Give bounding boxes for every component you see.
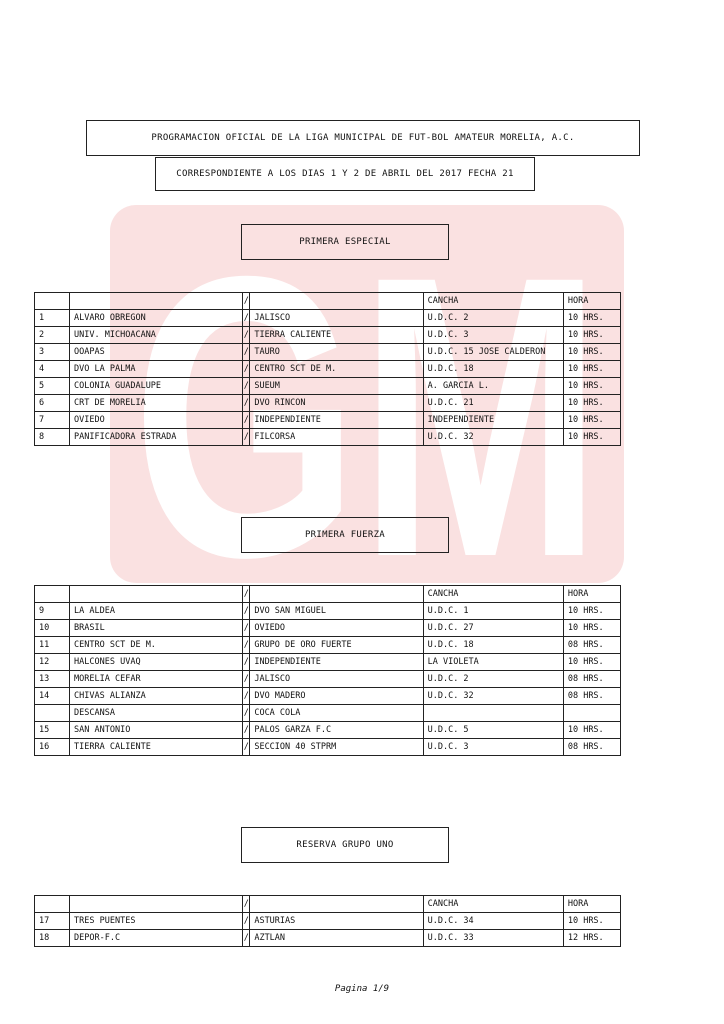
field: U.D.C. 3 bbox=[423, 739, 563, 756]
away-team: JALISCO bbox=[250, 671, 423, 688]
table-row bbox=[35, 310, 621, 327]
header-separator: / bbox=[243, 586, 250, 603]
home-team: CRT DE MORELIA bbox=[70, 395, 243, 412]
field bbox=[423, 705, 563, 722]
time: 10 HRS. bbox=[563, 378, 620, 395]
table-row bbox=[35, 913, 621, 930]
match-number: 4 bbox=[35, 361, 70, 378]
time: 10 HRS. bbox=[563, 722, 620, 739]
away-team: DVO MADERO bbox=[250, 688, 423, 705]
time: 10 HRS. bbox=[563, 620, 620, 637]
away-team: DVO SAN MIGUEL bbox=[250, 603, 423, 620]
time: 10 HRS. bbox=[563, 913, 620, 930]
header-home-team bbox=[70, 896, 243, 913]
table-row bbox=[35, 705, 621, 722]
header-separator: / bbox=[243, 293, 250, 310]
table-row bbox=[35, 930, 621, 947]
header-match-number bbox=[35, 586, 70, 603]
table-row bbox=[35, 361, 621, 378]
match-number: 15 bbox=[35, 722, 70, 739]
header-match-number bbox=[35, 896, 70, 913]
match-number: 14 bbox=[35, 688, 70, 705]
match-number: 11 bbox=[35, 637, 70, 654]
home-team: ALVARO OBREGON bbox=[70, 310, 243, 327]
away-team: PALOS GARZA F.C bbox=[250, 722, 423, 739]
match-number: 18 bbox=[35, 930, 70, 947]
home-team: COLONIA GUADALUPE bbox=[70, 378, 243, 395]
header-home-team bbox=[70, 586, 243, 603]
away-team: OVIEDO bbox=[250, 620, 423, 637]
field: U.D.C. 15 JOSE CALDERON bbox=[423, 344, 563, 361]
away-team: FILCORSA bbox=[250, 429, 423, 446]
away-team: TIERRA CALIENTE bbox=[250, 327, 423, 344]
home-team: HALCONES UVAQ bbox=[70, 654, 243, 671]
time: 10 HRS. bbox=[563, 603, 620, 620]
header-separator: / bbox=[243, 896, 250, 913]
home-team: LA ALDEA bbox=[70, 603, 243, 620]
table-row bbox=[35, 395, 621, 412]
away-team: INDEPENDIENTE bbox=[250, 412, 423, 429]
separator: / bbox=[243, 739, 250, 756]
table-row bbox=[35, 327, 621, 344]
time: 12 HRS. bbox=[563, 930, 620, 947]
separator: / bbox=[243, 671, 250, 688]
separator: / bbox=[243, 361, 250, 378]
field: U.D.C. 2 bbox=[423, 671, 563, 688]
match-number: 16 bbox=[35, 739, 70, 756]
away-team: SUEUM bbox=[250, 378, 423, 395]
separator: / bbox=[243, 378, 250, 395]
time: 08 HRS. bbox=[563, 671, 620, 688]
header-time: HORA bbox=[563, 586, 620, 603]
table-row bbox=[35, 620, 621, 637]
table-row bbox=[35, 688, 621, 705]
time: 10 HRS. bbox=[563, 412, 620, 429]
separator: / bbox=[243, 603, 250, 620]
section-title-reserva-grupo-uno: RESERVA GRUPO UNO bbox=[241, 827, 449, 863]
match-number bbox=[35, 705, 70, 722]
away-team: AZTLAN bbox=[250, 930, 423, 947]
match-number: 9 bbox=[35, 603, 70, 620]
match-number: 8 bbox=[35, 429, 70, 446]
separator: / bbox=[243, 395, 250, 412]
header-field: CANCHA bbox=[423, 896, 563, 913]
field: INDEPENDIENTE bbox=[423, 412, 563, 429]
field: A. GARCIA L. bbox=[423, 378, 563, 395]
separator: / bbox=[243, 429, 250, 446]
match-number: 12 bbox=[35, 654, 70, 671]
table-row bbox=[35, 603, 621, 620]
match-number: 5 bbox=[35, 378, 70, 395]
header-time: HORA bbox=[563, 293, 620, 310]
section-title-primera-fuerza: PRIMERA FUERZA bbox=[241, 517, 449, 553]
separator: / bbox=[243, 637, 250, 654]
field: U.D.C. 32 bbox=[423, 688, 563, 705]
header-away-team bbox=[250, 586, 423, 603]
time: 08 HRS. bbox=[563, 739, 620, 756]
field: LA VIOLETA bbox=[423, 654, 563, 671]
away-team: CENTRO SCT DE M. bbox=[250, 361, 423, 378]
separator: / bbox=[243, 654, 250, 671]
document-title: PROGRAMACION OFICIAL DE LA LIGA MUNICIPAL DE FUT-BOL AMATEUR MORELIA, A.C. bbox=[86, 120, 640, 156]
match-number: 3 bbox=[35, 344, 70, 361]
field: U.D.C. 21 bbox=[423, 395, 563, 412]
match-number: 10 bbox=[35, 620, 70, 637]
field: U.D.C. 27 bbox=[423, 620, 563, 637]
page-number: Pagina 1/9 bbox=[334, 984, 390, 994]
header-match-number bbox=[35, 293, 70, 310]
header-field: CANCHA bbox=[423, 293, 563, 310]
away-team: COCA COLA bbox=[250, 705, 423, 722]
separator: / bbox=[243, 913, 250, 930]
table-row bbox=[35, 637, 621, 654]
away-team: DVO RINCON bbox=[250, 395, 423, 412]
separator: / bbox=[243, 620, 250, 637]
home-team: BRASIL bbox=[70, 620, 243, 637]
header-time: HORA bbox=[563, 896, 620, 913]
table-row bbox=[35, 671, 621, 688]
schedule-table-reserva-grupo-uno bbox=[34, 895, 621, 947]
field: U.D.C. 3 bbox=[423, 327, 563, 344]
table-row bbox=[35, 739, 621, 756]
time: 10 HRS. bbox=[563, 654, 620, 671]
home-team: OVIEDO bbox=[70, 412, 243, 429]
match-number: 17 bbox=[35, 913, 70, 930]
separator: / bbox=[243, 412, 250, 429]
home-team: DESCANSA bbox=[70, 705, 243, 722]
separator: / bbox=[243, 310, 250, 327]
separator: / bbox=[243, 722, 250, 739]
home-team: DEPOR-F.C bbox=[70, 930, 243, 947]
time: 10 HRS. bbox=[563, 327, 620, 344]
field: U.D.C. 34 bbox=[423, 913, 563, 930]
header-home-team bbox=[70, 293, 243, 310]
time: 08 HRS. bbox=[563, 688, 620, 705]
match-number: 13 bbox=[35, 671, 70, 688]
field: U.D.C. 18 bbox=[423, 361, 563, 378]
time: 10 HRS. bbox=[563, 310, 620, 327]
match-number: 2 bbox=[35, 327, 70, 344]
table-row bbox=[35, 412, 621, 429]
header-away-team bbox=[250, 293, 423, 310]
match-number: 7 bbox=[35, 412, 70, 429]
away-team: GRUPO DE ORO FUERTE bbox=[250, 637, 423, 654]
time bbox=[563, 705, 620, 722]
section-title-primera-especial: PRIMERA ESPECIAL bbox=[241, 224, 449, 260]
time: 10 HRS. bbox=[563, 395, 620, 412]
home-team: OOAPAS bbox=[70, 344, 243, 361]
table-header-row bbox=[35, 896, 621, 913]
table-header-row bbox=[35, 293, 621, 310]
home-team: CENTRO SCT DE M. bbox=[70, 637, 243, 654]
separator: / bbox=[243, 930, 250, 947]
match-number: 1 bbox=[35, 310, 70, 327]
away-team: TAURO bbox=[250, 344, 423, 361]
schedule-table-primera-especial bbox=[34, 292, 621, 446]
table-row bbox=[35, 429, 621, 446]
home-team: PANIFICADORA ESTRADA bbox=[70, 429, 243, 446]
header-field: CANCHA bbox=[423, 586, 563, 603]
separator: / bbox=[243, 705, 250, 722]
home-team: SAN ANTONIO bbox=[70, 722, 243, 739]
away-team: INDEPENDIENTE bbox=[250, 654, 423, 671]
field: U.D.C. 18 bbox=[423, 637, 563, 654]
away-team: ASTURIAS bbox=[250, 913, 423, 930]
field: U.D.C. 2 bbox=[423, 310, 563, 327]
field: U.D.C. 33 bbox=[423, 930, 563, 947]
home-team: UNIV. MICHOACANA bbox=[70, 327, 243, 344]
table-row bbox=[35, 722, 621, 739]
home-team: MORELIA CEFAR bbox=[70, 671, 243, 688]
time: 10 HRS. bbox=[563, 429, 620, 446]
schedule-table-primera-fuerza bbox=[34, 585, 621, 756]
home-team: CHIVAS ALIANZA bbox=[70, 688, 243, 705]
time: 10 HRS. bbox=[563, 361, 620, 378]
header-away-team bbox=[250, 896, 423, 913]
separator: / bbox=[243, 688, 250, 705]
separator: / bbox=[243, 344, 250, 361]
time: 08 HRS. bbox=[563, 637, 620, 654]
field: U.D.C. 32 bbox=[423, 429, 563, 446]
time: 10 HRS. bbox=[563, 344, 620, 361]
home-team: TIERRA CALIENTE bbox=[70, 739, 243, 756]
home-team: TRES PUENTES bbox=[70, 913, 243, 930]
match-number: 6 bbox=[35, 395, 70, 412]
watermark-text: GM bbox=[132, 205, 602, 583]
table-row bbox=[35, 344, 621, 361]
document-subtitle: CORRESPONDIENTE A LOS DIAS 1 Y 2 DE ABRIL DEL 2017 FECHA 21 bbox=[155, 157, 535, 191]
table-row bbox=[35, 654, 621, 671]
field: U.D.C. 1 bbox=[423, 603, 563, 620]
field: U.D.C. 5 bbox=[423, 722, 563, 739]
away-team: JALISCO bbox=[250, 310, 423, 327]
table-row bbox=[35, 378, 621, 395]
away-team: SECCION 40 STPRM bbox=[250, 739, 423, 756]
table-header-row bbox=[35, 586, 621, 603]
separator: / bbox=[243, 327, 250, 344]
home-team: DVO LA PALMA bbox=[70, 361, 243, 378]
